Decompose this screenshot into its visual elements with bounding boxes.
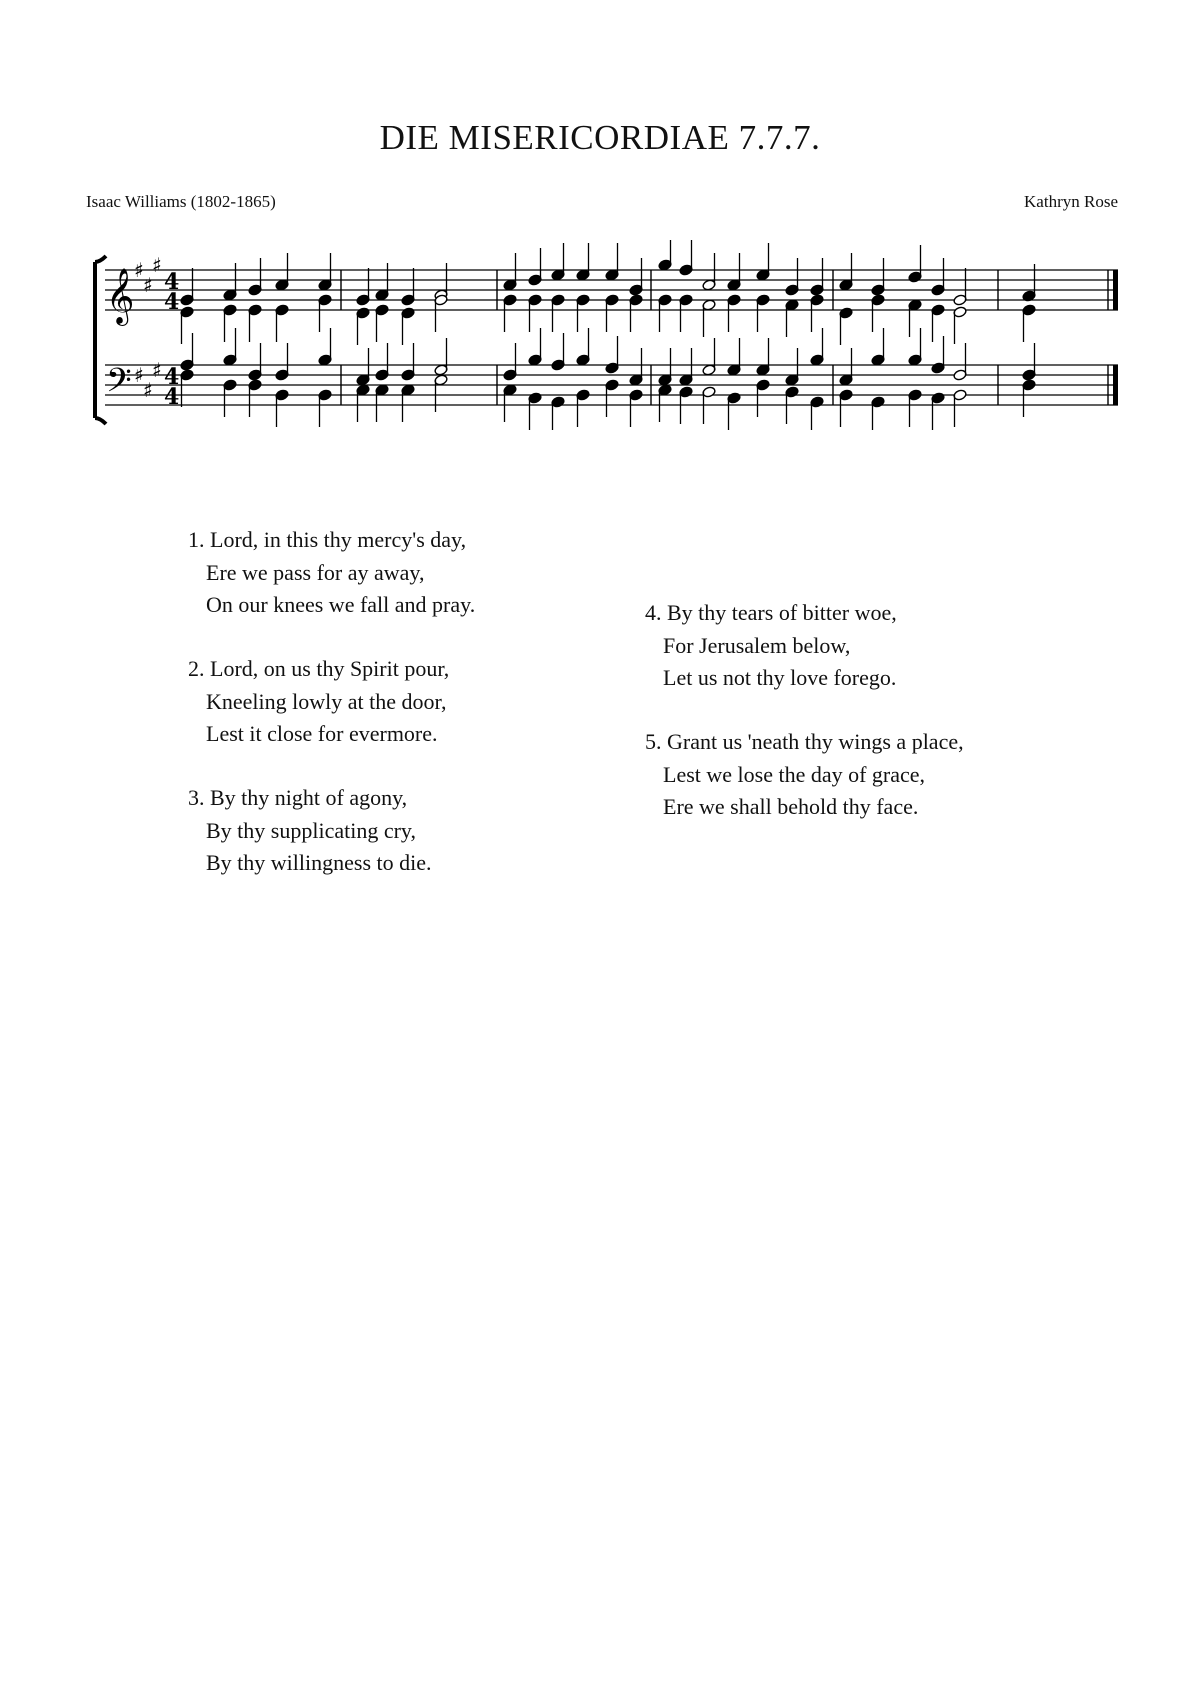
lyricist-credit: Isaac Williams (1802-1865) — [86, 192, 276, 211]
bass-clef-icon: 𝄢 — [106, 362, 132, 408]
verse-3-number: 3. — [188, 785, 205, 810]
svg-text:♯: ♯ — [152, 358, 162, 382]
music-score — [0, 240, 1200, 430]
final-barline — [1113, 270, 1118, 405]
verse-4-number: 4. — [645, 600, 662, 625]
verse-2-line-2: Kneeling lowly at the door, — [206, 688, 447, 714]
verse-1-number: 1. — [188, 527, 205, 552]
verse-5-number: 5. — [645, 729, 662, 754]
verse-1-line-2: Ere we pass for ay away, — [206, 559, 425, 585]
svg-text:4: 4 — [164, 364, 180, 390]
verse-4-line-3: Let us not thy love forego. — [663, 665, 897, 690]
verse-1 — [188, 524, 608, 622]
hymn-title: DIE MISERICORDIAE 7.7.7. — [379, 118, 821, 157]
svg-text:♯: ♯ — [152, 253, 162, 277]
svg-text:♯: ♯ — [134, 363, 144, 387]
verse-5-line-1: 5. Grant us 'neath thy wings a place, — [645, 729, 964, 754]
verse-5-line-3: Ere we shall behold thy face. — [663, 794, 919, 819]
verse-3-line-1: 3. By thy night of agony, — [188, 785, 408, 810]
time-signature-icon — [164, 269, 179, 410]
verse-4-line-2: For Jerusalem below, — [663, 632, 851, 658]
svg-text:♯: ♯ — [134, 258, 144, 282]
verse-1-line-1: 1. Lord, in this thy mercy's day, — [188, 527, 467, 552]
verse-1-line-3: On our knees we fall and pray. — [206, 592, 476, 617]
verse-4 — [645, 597, 1065, 695]
svg-text:♯: ♯ — [143, 378, 153, 402]
verse-5-line-2: Lest we lose the day of grace, — [663, 761, 926, 787]
verse-3-line-3: By thy willingness to die. — [206, 850, 432, 875]
verse-3 — [188, 782, 608, 880]
notes — [180, 240, 1036, 430]
verse-2-line-1: 2. Lord, on us thy Spirit pour, — [188, 656, 450, 681]
svg-text:4: 4 — [164, 384, 180, 410]
svg-text:4: 4 — [164, 289, 180, 315]
treble-clef-icon: 𝄞 — [106, 268, 135, 324]
verse-2-line-3: Lest it close for evermore. — [206, 721, 438, 746]
verse-2 — [188, 653, 608, 751]
verse-2-number: 2. — [188, 656, 205, 681]
svg-text:4: 4 — [164, 269, 180, 295]
verse-4-line-1: 4. By thy tears of bitter woe, — [645, 600, 897, 625]
system-bracket — [95, 256, 106, 424]
verse-3-line-2: By thy supplicating cry, — [206, 817, 416, 843]
composer-credit: Kathryn Rose — [1024, 192, 1118, 211]
svg-text:♯: ♯ — [143, 273, 153, 297]
verse-5 — [645, 726, 1065, 824]
